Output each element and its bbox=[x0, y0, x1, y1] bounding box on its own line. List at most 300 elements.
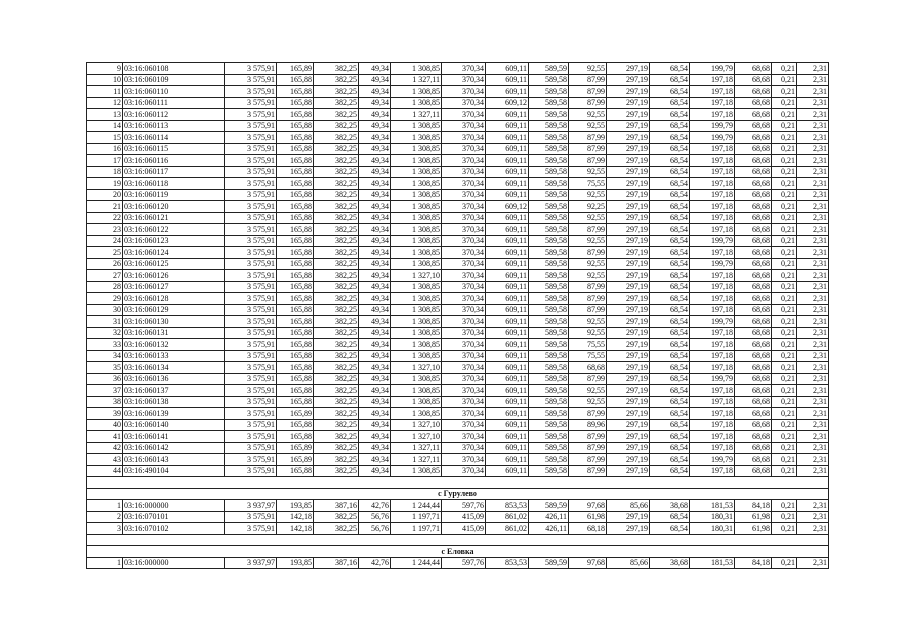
value-cell: 68,54 bbox=[650, 143, 690, 155]
value-cell: 3 575,91 bbox=[225, 373, 277, 385]
value-cell: 165,88 bbox=[277, 304, 314, 316]
table-row bbox=[87, 396, 829, 408]
value-cell: 2,31 bbox=[797, 350, 829, 362]
value-cell: 68,68 bbox=[735, 281, 772, 293]
cadastral-code: 03:16:060129 bbox=[123, 304, 225, 316]
value-cell: 382,25 bbox=[314, 212, 359, 224]
value-cell: 1 308,85 bbox=[391, 396, 442, 408]
value-cell: 0,21 bbox=[772, 132, 797, 144]
value-cell: 387,16 bbox=[314, 500, 359, 512]
row-number: 44 bbox=[87, 465, 123, 477]
value-cell: 87,99 bbox=[569, 74, 607, 86]
value-cell: 609,12 bbox=[486, 201, 529, 213]
value-cell: 297,19 bbox=[607, 235, 650, 247]
value-cell: 0,21 bbox=[772, 212, 797, 224]
value-cell: 297,19 bbox=[607, 316, 650, 328]
value-cell: 68,54 bbox=[650, 178, 690, 190]
table-row bbox=[87, 212, 829, 224]
value-cell: 0,21 bbox=[772, 408, 797, 420]
value-cell: 68,68 bbox=[735, 419, 772, 431]
value-cell: 297,19 bbox=[607, 511, 650, 523]
table-row bbox=[87, 511, 829, 523]
cadastral-code: 03:16:060114 bbox=[123, 132, 225, 144]
table-row bbox=[87, 109, 829, 121]
cadastral-code: 03:16:060134 bbox=[123, 362, 225, 374]
value-cell: 3 575,91 bbox=[225, 235, 277, 247]
cadastral-code: 03:16:060141 bbox=[123, 431, 225, 443]
value-cell: 370,34 bbox=[442, 419, 486, 431]
value-cell: 84,18 bbox=[735, 500, 772, 512]
value-cell: 297,19 bbox=[607, 454, 650, 466]
value-cell: 370,34 bbox=[442, 86, 486, 98]
value-cell: 297,19 bbox=[607, 350, 650, 362]
table-row bbox=[87, 523, 829, 535]
value-cell: 49,34 bbox=[359, 166, 391, 178]
value-cell: 165,88 bbox=[277, 166, 314, 178]
value-cell: 1 308,85 bbox=[391, 63, 442, 75]
value-cell: 87,99 bbox=[569, 431, 607, 443]
value-cell: 165,88 bbox=[277, 362, 314, 374]
value-cell: 370,34 bbox=[442, 270, 486, 282]
table-row bbox=[87, 74, 829, 86]
value-cell: 370,34 bbox=[442, 396, 486, 408]
value-cell: 165,88 bbox=[277, 189, 314, 201]
value-cell: 297,19 bbox=[607, 120, 650, 132]
value-cell: 1 308,85 bbox=[391, 350, 442, 362]
cadastral-code: 03:16:060139 bbox=[123, 408, 225, 420]
value-cell: 49,34 bbox=[359, 155, 391, 167]
value-cell: 589,58 bbox=[529, 339, 569, 351]
value-cell: 3 575,91 bbox=[225, 316, 277, 328]
value-cell: 3 575,91 bbox=[225, 224, 277, 236]
value-cell: 2,31 bbox=[797, 270, 829, 282]
value-cell: 382,25 bbox=[314, 511, 359, 523]
value-cell: 382,25 bbox=[314, 166, 359, 178]
value-cell: 0,21 bbox=[772, 511, 797, 523]
value-cell: 68,54 bbox=[650, 97, 690, 109]
table-row bbox=[87, 120, 829, 132]
cadastral-code: 03:16:060136 bbox=[123, 373, 225, 385]
value-cell: 165,88 bbox=[277, 316, 314, 328]
value-cell: 1 327,10 bbox=[391, 431, 442, 443]
value-cell: 2,31 bbox=[797, 235, 829, 247]
value-cell: 297,19 bbox=[607, 419, 650, 431]
cadastral-code: 03:16:060120 bbox=[123, 201, 225, 213]
value-cell: 87,99 bbox=[569, 97, 607, 109]
value-cell: 297,19 bbox=[607, 339, 650, 351]
value-cell: 165,89 bbox=[277, 442, 314, 454]
value-cell: 589,58 bbox=[529, 97, 569, 109]
table-row bbox=[87, 155, 829, 167]
value-cell: 589,58 bbox=[529, 212, 569, 224]
value-cell: 199,79 bbox=[690, 316, 735, 328]
value-cell: 370,34 bbox=[442, 350, 486, 362]
cadastral-code: 03:16:060110 bbox=[123, 86, 225, 98]
value-cell: 297,19 bbox=[607, 304, 650, 316]
value-cell: 589,58 bbox=[529, 132, 569, 144]
value-cell: 609,11 bbox=[486, 304, 529, 316]
value-cell: 589,58 bbox=[529, 431, 569, 443]
value-cell: 92,55 bbox=[569, 189, 607, 201]
value-cell: 0,21 bbox=[772, 235, 797, 247]
value-cell: 609,11 bbox=[486, 270, 529, 282]
table-row bbox=[87, 339, 829, 351]
value-cell: 1 308,85 bbox=[391, 178, 442, 190]
value-cell: 1 308,85 bbox=[391, 316, 442, 328]
value-cell: 68,54 bbox=[650, 270, 690, 282]
table-row bbox=[87, 281, 829, 293]
value-cell: 2,31 bbox=[797, 465, 829, 477]
value-cell: 0,21 bbox=[772, 316, 797, 328]
value-cell: 68,68 bbox=[735, 431, 772, 443]
section-title: с Гурулево bbox=[87, 488, 829, 500]
value-cell: 68,54 bbox=[650, 235, 690, 247]
row-number: 25 bbox=[87, 247, 123, 259]
value-cell: 1 308,85 bbox=[391, 465, 442, 477]
value-cell: 42,76 bbox=[359, 500, 391, 512]
value-cell: 199,79 bbox=[690, 258, 735, 270]
value-cell: 49,34 bbox=[359, 201, 391, 213]
value-cell: 165,88 bbox=[277, 419, 314, 431]
value-cell: 589,58 bbox=[529, 442, 569, 454]
value-cell: 370,34 bbox=[442, 235, 486, 247]
value-cell: 165,88 bbox=[277, 178, 314, 190]
value-cell: 370,34 bbox=[442, 97, 486, 109]
row-number: 14 bbox=[87, 120, 123, 132]
value-cell: 56,76 bbox=[359, 511, 391, 523]
value-cell: 165,88 bbox=[277, 465, 314, 477]
value-cell: 197,18 bbox=[690, 396, 735, 408]
value-cell: 197,18 bbox=[690, 155, 735, 167]
value-cell: 589,59 bbox=[529, 63, 569, 75]
value-cell: 589,58 bbox=[529, 385, 569, 397]
cadastral-code: 03:16:060127 bbox=[123, 281, 225, 293]
value-cell: 61,98 bbox=[569, 511, 607, 523]
cadastral-code: 03:16:060121 bbox=[123, 212, 225, 224]
value-cell: 370,34 bbox=[442, 120, 486, 132]
row-number: 37 bbox=[87, 385, 123, 397]
value-cell: 49,34 bbox=[359, 258, 391, 270]
value-cell: 2,31 bbox=[797, 362, 829, 374]
cadastral-code: 03:16:060125 bbox=[123, 258, 225, 270]
value-cell: 1 308,85 bbox=[391, 281, 442, 293]
value-cell: 609,11 bbox=[486, 431, 529, 443]
value-cell: 0,21 bbox=[772, 224, 797, 236]
value-cell: 370,34 bbox=[442, 339, 486, 351]
value-cell: 68,54 bbox=[650, 385, 690, 397]
value-cell: 589,58 bbox=[529, 247, 569, 259]
value-cell: 165,89 bbox=[277, 408, 314, 420]
value-cell: 370,34 bbox=[442, 63, 486, 75]
value-cell: 3 575,91 bbox=[225, 385, 277, 397]
value-cell: 49,34 bbox=[359, 224, 391, 236]
value-cell: 180,31 bbox=[690, 511, 735, 523]
value-cell: 68,54 bbox=[650, 362, 690, 374]
value-cell: 165,88 bbox=[277, 155, 314, 167]
value-cell: 589,58 bbox=[529, 362, 569, 374]
value-cell: 92,55 bbox=[569, 109, 607, 121]
value-cell: 609,11 bbox=[486, 63, 529, 75]
value-cell: 589,58 bbox=[529, 304, 569, 316]
row-number: 29 bbox=[87, 293, 123, 305]
value-cell: 2,31 bbox=[797, 109, 829, 121]
value-cell: 49,34 bbox=[359, 442, 391, 454]
value-cell: 1 244,44 bbox=[391, 557, 442, 569]
row-number: 19 bbox=[87, 178, 123, 190]
value-cell: 589,58 bbox=[529, 201, 569, 213]
value-cell: 609,11 bbox=[486, 419, 529, 431]
value-cell: 68,54 bbox=[650, 74, 690, 86]
value-cell: 49,34 bbox=[359, 339, 391, 351]
value-cell: 370,34 bbox=[442, 201, 486, 213]
value-cell: 370,34 bbox=[442, 166, 486, 178]
value-cell: 589,58 bbox=[529, 120, 569, 132]
value-cell: 609,11 bbox=[486, 224, 529, 236]
table-row bbox=[87, 327, 829, 339]
row-number: 31 bbox=[87, 316, 123, 328]
value-cell: 68,68 bbox=[735, 442, 772, 454]
value-cell: 68,68 bbox=[735, 350, 772, 362]
value-cell: 3 575,91 bbox=[225, 189, 277, 201]
value-cell: 49,34 bbox=[359, 212, 391, 224]
cadastral-code: 03:16:060119 bbox=[123, 189, 225, 201]
value-cell: 382,25 bbox=[314, 454, 359, 466]
row-number: 9 bbox=[87, 63, 123, 75]
value-cell: 3 575,91 bbox=[225, 178, 277, 190]
value-cell: 1 308,85 bbox=[391, 143, 442, 155]
value-cell: 370,34 bbox=[442, 442, 486, 454]
value-cell: 165,88 bbox=[277, 339, 314, 351]
table-row bbox=[87, 373, 829, 385]
value-cell: 92,25 bbox=[569, 201, 607, 213]
value-cell: 49,34 bbox=[359, 327, 391, 339]
value-cell: 2,31 bbox=[797, 74, 829, 86]
value-cell: 382,25 bbox=[314, 178, 359, 190]
table-row bbox=[87, 293, 829, 305]
table-row bbox=[87, 132, 829, 144]
value-cell: 49,34 bbox=[359, 293, 391, 305]
value-cell: 2,31 bbox=[797, 97, 829, 109]
value-cell: 199,79 bbox=[690, 120, 735, 132]
value-cell: 197,18 bbox=[690, 362, 735, 374]
value-cell: 68,54 bbox=[650, 396, 690, 408]
row-number: 38 bbox=[87, 396, 123, 408]
value-cell: 0,21 bbox=[772, 304, 797, 316]
value-cell: 68,68 bbox=[735, 270, 772, 282]
value-cell: 197,18 bbox=[690, 74, 735, 86]
value-cell: 589,58 bbox=[529, 281, 569, 293]
value-cell: 0,21 bbox=[772, 465, 797, 477]
value-cell: 87,99 bbox=[569, 304, 607, 316]
row-number: 24 bbox=[87, 235, 123, 247]
value-cell: 197,18 bbox=[690, 293, 735, 305]
value-cell: 370,34 bbox=[442, 258, 486, 270]
value-cell: 3 575,91 bbox=[225, 523, 277, 535]
value-cell: 2,31 bbox=[797, 431, 829, 443]
value-cell: 382,25 bbox=[314, 523, 359, 535]
cadastral-code: 03:16:060109 bbox=[123, 74, 225, 86]
value-cell: 197,18 bbox=[690, 270, 735, 282]
value-cell: 2,31 bbox=[797, 408, 829, 420]
value-cell: 197,18 bbox=[690, 304, 735, 316]
value-cell: 165,88 bbox=[277, 327, 314, 339]
value-cell: 68,68 bbox=[735, 465, 772, 477]
value-cell: 165,88 bbox=[277, 109, 314, 121]
value-cell: 197,18 bbox=[690, 212, 735, 224]
value-cell: 2,31 bbox=[797, 293, 829, 305]
value-cell: 68,18 bbox=[569, 523, 607, 535]
value-cell: 68,54 bbox=[650, 166, 690, 178]
value-cell: 589,58 bbox=[529, 419, 569, 431]
value-cell: 382,25 bbox=[314, 339, 359, 351]
value-cell: 38,68 bbox=[650, 500, 690, 512]
value-cell: 0,21 bbox=[772, 270, 797, 282]
value-cell: 68,54 bbox=[650, 511, 690, 523]
blank-row bbox=[87, 477, 829, 489]
value-cell: 3 575,91 bbox=[225, 86, 277, 98]
value-cell: 49,34 bbox=[359, 235, 391, 247]
value-cell: 370,34 bbox=[442, 74, 486, 86]
value-cell: 49,34 bbox=[359, 97, 391, 109]
value-cell: 197,18 bbox=[690, 327, 735, 339]
cadastral-code: 03:16:060113 bbox=[123, 120, 225, 132]
value-cell: 1 327,10 bbox=[391, 419, 442, 431]
value-cell: 370,34 bbox=[442, 281, 486, 293]
value-cell: 87,99 bbox=[569, 408, 607, 420]
table-row bbox=[87, 304, 829, 316]
cadastral-code: 03:16:060130 bbox=[123, 316, 225, 328]
value-cell: 370,34 bbox=[442, 327, 486, 339]
value-cell: 297,19 bbox=[607, 132, 650, 144]
row-number: 1 bbox=[87, 500, 123, 512]
value-cell: 297,19 bbox=[607, 143, 650, 155]
value-cell: 2,31 bbox=[797, 304, 829, 316]
value-cell: 3 575,91 bbox=[225, 293, 277, 305]
value-cell: 382,25 bbox=[314, 373, 359, 385]
value-cell: 3 575,91 bbox=[225, 247, 277, 259]
row-number: 28 bbox=[87, 281, 123, 293]
value-cell: 0,21 bbox=[772, 281, 797, 293]
value-cell: 2,31 bbox=[797, 166, 829, 178]
value-cell: 2,31 bbox=[797, 396, 829, 408]
value-cell: 199,79 bbox=[690, 132, 735, 144]
value-cell: 165,88 bbox=[277, 120, 314, 132]
value-cell: 68,68 bbox=[735, 63, 772, 75]
value-cell: 382,25 bbox=[314, 281, 359, 293]
value-cell: 165,88 bbox=[277, 247, 314, 259]
row-number: 11 bbox=[87, 86, 123, 98]
value-cell: 87,99 bbox=[569, 143, 607, 155]
value-cell: 297,19 bbox=[607, 327, 650, 339]
value-cell: 861,02 bbox=[486, 523, 529, 535]
value-cell: 87,99 bbox=[569, 293, 607, 305]
value-cell: 0,21 bbox=[772, 97, 797, 109]
value-cell: 609,11 bbox=[486, 166, 529, 178]
value-cell: 68,68 bbox=[735, 396, 772, 408]
value-cell: 68,68 bbox=[735, 132, 772, 144]
row-number: 43 bbox=[87, 454, 123, 466]
value-cell: 3 575,91 bbox=[225, 201, 277, 213]
value-cell: 1 327,10 bbox=[391, 270, 442, 282]
value-cell: 68,54 bbox=[650, 304, 690, 316]
value-cell: 87,99 bbox=[569, 224, 607, 236]
row-number: 10 bbox=[87, 74, 123, 86]
value-cell: 382,25 bbox=[314, 63, 359, 75]
value-cell: 609,11 bbox=[486, 465, 529, 477]
value-cell: 297,19 bbox=[607, 74, 650, 86]
value-cell: 0,21 bbox=[772, 431, 797, 443]
value-cell: 589,58 bbox=[529, 396, 569, 408]
row-number: 26 bbox=[87, 258, 123, 270]
value-cell: 68,54 bbox=[650, 442, 690, 454]
value-cell: 0,21 bbox=[772, 419, 797, 431]
value-cell: 609,11 bbox=[486, 396, 529, 408]
value-cell: 38,68 bbox=[650, 557, 690, 569]
value-cell: 3 575,91 bbox=[225, 120, 277, 132]
cadastral-code: 03:16:060118 bbox=[123, 178, 225, 190]
value-cell: 3 575,91 bbox=[225, 350, 277, 362]
value-cell: 3 575,91 bbox=[225, 109, 277, 121]
value-cell: 1 308,85 bbox=[391, 189, 442, 201]
value-cell: 589,58 bbox=[529, 350, 569, 362]
cadastral-code: 03:16:060126 bbox=[123, 270, 225, 282]
value-cell: 49,34 bbox=[359, 63, 391, 75]
row-number: 34 bbox=[87, 350, 123, 362]
row-number: 22 bbox=[87, 212, 123, 224]
row-number: 23 bbox=[87, 224, 123, 236]
value-cell: 49,34 bbox=[359, 396, 391, 408]
value-cell: 3 575,91 bbox=[225, 155, 277, 167]
value-cell: 87,99 bbox=[569, 132, 607, 144]
value-cell: 68,54 bbox=[650, 293, 690, 305]
value-cell: 1 308,85 bbox=[391, 373, 442, 385]
value-cell: 589,58 bbox=[529, 373, 569, 385]
table-row bbox=[87, 189, 829, 201]
cadastral-code: 03:16:070101 bbox=[123, 511, 225, 523]
value-cell: 382,25 bbox=[314, 385, 359, 397]
table-row bbox=[87, 63, 829, 75]
value-cell: 87,99 bbox=[569, 155, 607, 167]
value-cell: 297,19 bbox=[607, 201, 650, 213]
value-cell: 165,88 bbox=[277, 373, 314, 385]
value-cell: 75,55 bbox=[569, 178, 607, 190]
value-cell: 197,18 bbox=[690, 247, 735, 259]
value-cell: 609,11 bbox=[486, 281, 529, 293]
value-cell: 1 308,85 bbox=[391, 385, 442, 397]
row-number: 18 bbox=[87, 166, 123, 178]
value-cell: 297,19 bbox=[607, 189, 650, 201]
value-cell: 142,18 bbox=[277, 523, 314, 535]
row-number: 41 bbox=[87, 431, 123, 443]
value-cell: 3 575,91 bbox=[225, 454, 277, 466]
value-cell: 3 575,91 bbox=[225, 339, 277, 351]
value-cell: 165,88 bbox=[277, 201, 314, 213]
value-cell: 0,21 bbox=[772, 109, 797, 121]
value-cell: 2,31 bbox=[797, 155, 829, 167]
value-cell: 0,21 bbox=[772, 373, 797, 385]
table-row bbox=[87, 431, 829, 443]
cadastral-code: 03:16:060143 bbox=[123, 454, 225, 466]
value-cell: 165,88 bbox=[277, 235, 314, 247]
value-cell: 297,19 bbox=[607, 431, 650, 443]
value-cell: 49,34 bbox=[359, 132, 391, 144]
cadastral-code: 03:16:060124 bbox=[123, 247, 225, 259]
value-cell: 165,88 bbox=[277, 224, 314, 236]
value-cell: 589,58 bbox=[529, 189, 569, 201]
row-number: 40 bbox=[87, 419, 123, 431]
table-row bbox=[87, 166, 829, 178]
value-cell: 87,99 bbox=[569, 442, 607, 454]
